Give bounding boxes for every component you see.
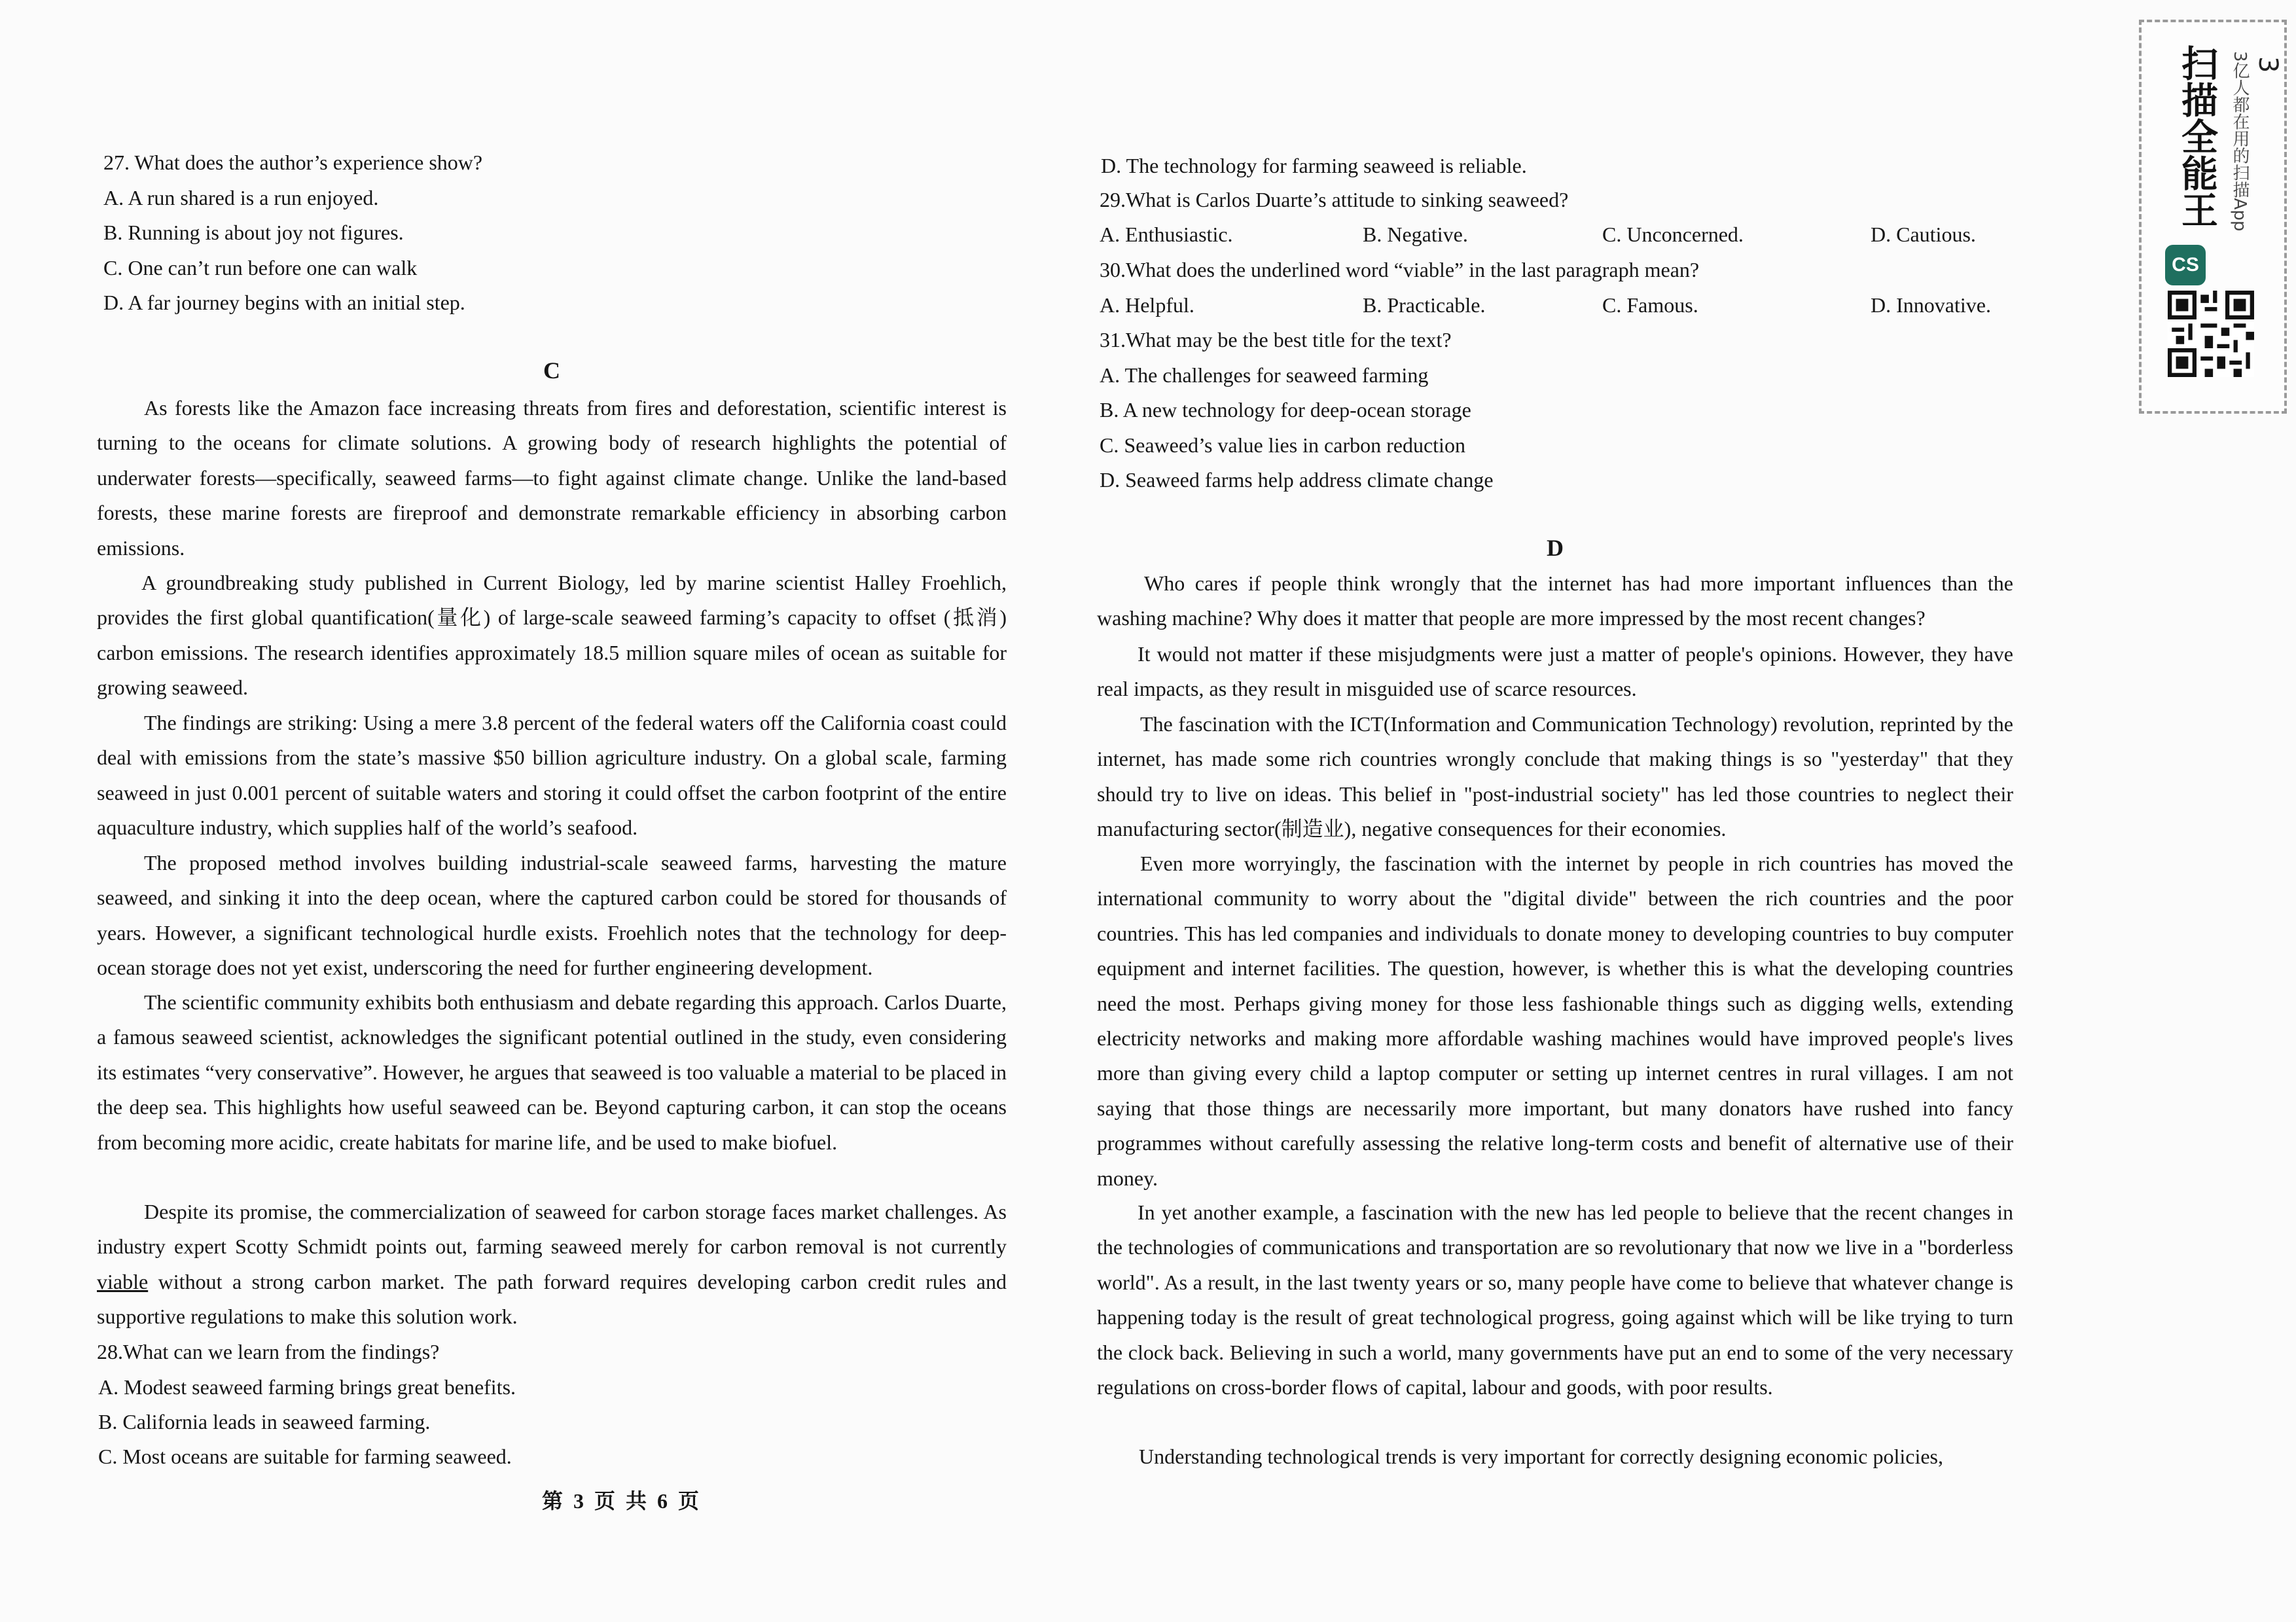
option-29a: A. Enthusiastic.: [1100, 223, 1233, 246]
section-c-paragraph-2: A groundbreaking study published in Current Biology, led by marine scientist Halley Froehlich, provides the first global quantification(量化) of large-scale seaweed farming’s capacity to offset (抵消) carbon emissions. The research identifies approximately 18.5 million square miles of ocean as suitable for growing seaweed.: [97, 571, 1007, 700]
scanner-page-number: 3: [2253, 56, 2283, 73]
section-d-paragraph-5: In yet another example, a fascination with the new has led people to believe that the recent changes in the technologies of communications and transportation are so revolutionary that now we live in a "borderless world". As a result, in the last twenty years or so, many people have come to believe that whatever change is happening today is the result of great technological progress, going against which will be like trying to turn the clock back. Believing in such a world, many governments have put an end to some of the very necessary regulations on cross-border flows of capital, labour and goods, with poor results.: [1097, 1200, 2013, 1399]
section-d-paragraph-1: Who cares if people think wrongly that the internet has had more important influences than the washing machine? Why does it matter that people are more impressed by the most recent changes?: [1097, 571, 2013, 630]
section-d-paragraph-6: Understanding technological trends is very important for correctly designing economic policies,: [1139, 1445, 1943, 1468]
question-27: 27. What does the author’s experience show?: [103, 151, 483, 174]
option-29b: B. Negative.: [1363, 223, 1468, 246]
option-28b: B. California leads in seaweed farming.: [98, 1410, 431, 1433]
option-27b: B. Running is about joy not figures.: [103, 221, 404, 244]
scanner-slogan: 3亿人都在用的扫描App: [2230, 51, 2250, 232]
qr-code-icon: [2168, 291, 2254, 377]
option-29d: D. Cautious.: [1871, 223, 1976, 246]
section-d-paragraph-4: Even more worryingly, the fascination with the internet by people in rich countries has moved the international community to worry about the "digital divide" between the rich countries and the poor countries. This has led companies and individuals to donate money to developing countries to buy computer equipment and internet facilities. The question, however, is whether this is what the developing countries need the most. Perhaps giving money for those less fashionable things such as digging wells, extending electricity networks and making more affordable washing machines would have improved people's lives more than giving every child a laptop computer or setting up internet centres in rural villages. I am not saying that those things are necessarily more important, but many donators have rushed into fancy programmes without carefully assessing the relative long-term costs and benefit of alternative use of their money.: [1097, 852, 2013, 1190]
option-27a: A. A run shared is a run enjoyed.: [103, 186, 379, 209]
option-27d: D. A far journey begins with an initial step.: [103, 291, 465, 314]
option-30a: A. Helpful.: [1100, 293, 1194, 317]
option-31b: B. A new technology for deep-ocean storage: [1100, 398, 1471, 422]
option-27c: C. One can’t run before one can walk: [103, 256, 418, 279]
section-c-paragraph-3: The findings are striking: Using a mere 3.8 percent of the federal waters off the California coast could deal with emissions from the state’s massive $50 billion agriculture industry. On a global scale, farming seaweed in just 0.001 percent of suitable waters and storing it could offset the carbon footprint of the entire aquaculture industry, which supplies half of the world’s seafood.: [97, 711, 1007, 840]
section-c-heading: C: [543, 357, 560, 384]
option-31d: D. Seaweed farms help address climate change: [1100, 468, 1494, 492]
question-30: 30.What does the underlined word “viable” in the last paragraph mean?: [1100, 258, 1700, 281]
section-d-paragraph-3: The fascination with the ICT(Information and Communication Technology) revolution, reprinted by the internet, has made some rich countries wrongly conclude that making things is so "yesterday" that they should try to live on ideas. This belief in "post-industrial society" has led those countries to neglect their manufacturing sector(制造业), negative consequences for their economies.: [1097, 712, 2013, 841]
option-28a: A. Modest seaweed farming brings great benefits.: [98, 1375, 516, 1399]
question-31: 31.What may be the best title for the text?: [1100, 328, 1452, 351]
section-c-paragraph-6: [97, 1195, 1007, 1335]
option-31a: A. The challenges for seaweed farming: [1100, 363, 1429, 387]
section-c-paragraph-1: As forests like the Amazon face increasing threats from fires and deforestation, scientific interest is turning to the oceans for climate solutions. A growing body of research highlights the potential of underwater forests—specifically, seaweed farms—to fight against climate change. Unlike the land-based forests, these marine forests are fireproof and demonstrate remarkable efficiency in absorbing carbon emissions.: [97, 396, 1007, 560]
section-d-heading: D: [1547, 535, 1564, 561]
option-28d: D. The technology for farming seaweed is reliable.: [1101, 154, 1527, 177]
option-29c: C. Unconcerned.: [1602, 223, 1744, 246]
option-30b: B. Practicable.: [1363, 293, 1486, 317]
question-28: 28.What can we learn from the findings?: [97, 1340, 440, 1363]
section-c-paragraph-4: The proposed method involves building industrial-scale seaweed farms, harvesting the mature seaweed, and sinking it into the deep ocean, where the captured carbon could be stored for thousands of years. However, a significant technological hurdle exists. Froehlich notes that the technology for deep-ocean storage does not yet exist, underscoring the need for further engineering development.: [97, 851, 1007, 980]
option-30c: C. Famous.: [1602, 293, 1698, 317]
cs-logo-icon: CS: [2165, 245, 2206, 285]
option-31c: C. Seaweed’s value lies in carbon reduction: [1100, 433, 1465, 457]
page-footer: 第 3 页 共 6 页: [541, 1489, 702, 1513]
underlined-word-viable: viable: [97, 1269, 149, 1293]
question-29: 29.What is Carlos Duarte’s attitude to sinking seaweed?: [1100, 188, 1569, 211]
section-d-paragraph-2: It would not matter if these misjudgments were just a matter of people's opinions. However, they have real impacts, as they result in misguided use of scarce resources.: [1097, 642, 2013, 701]
scanner-brand: 扫描全能王: [2176, 45, 2218, 228]
option-28c: C. Most oceans are suitable for farming seaweed.: [98, 1445, 512, 1468]
section-c-paragraph-5: The scientific community exhibits both enthusiasm and debate regarding this approach. Carlos Duarte, a famous seaweed scientist, acknowledges the significant potential outlined in the study, even considering its estimates “very conservative”. However, he argues that seaweed is too valuable a material to be placed in the deep sea. This highlights how useful seaweed can be. Beyond capturing carbon, it can stop the oceans from becoming more acidic, create habitats for marine life, and be used to make biofuel.: [97, 990, 1007, 1154]
paragraph-6-text-start: Despite its promise, the commercialization of seaweed for carbon storage faces market challenges. As industry expert Scotty Schmidt points out, farming seaweed merely for carbon removal is not currently: [97, 1200, 1007, 1259]
option-30d: D. Innovative.: [1871, 293, 1991, 317]
scanner-watermark: [2139, 20, 2287, 414]
paragraph-6-text-end: without a strong carbon market. The path forward requires developing carbon credit rules and supportive regulations to make this solution work.: [97, 1269, 1007, 1329]
